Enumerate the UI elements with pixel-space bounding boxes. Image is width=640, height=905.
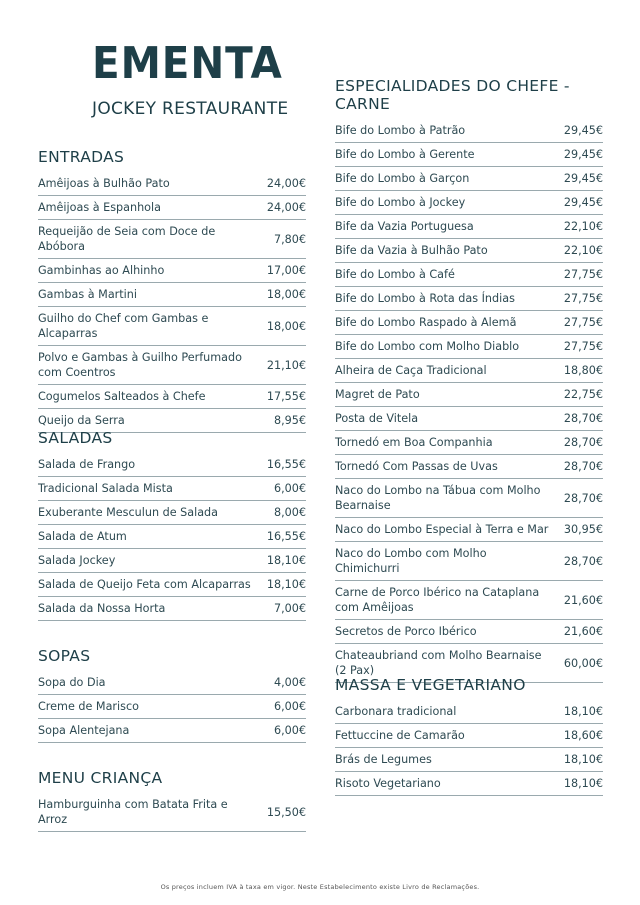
menu-item xyxy=(38,259,306,283)
item-price: 8,00€ xyxy=(273,506,306,519)
item-name: Gambinhas ao Alhinho xyxy=(38,264,165,277)
item-price: 18,80€ xyxy=(563,364,603,377)
item-name: Bife da Vazia Portuguesa xyxy=(335,220,474,233)
item-price: 29,45€ xyxy=(563,124,603,137)
item-price: 18,10€ xyxy=(563,705,603,718)
item-price: 18,10€ xyxy=(563,753,603,766)
section-especialidades-carne xyxy=(335,77,603,683)
item-name: Bife da Vazia à Bulhão Pato xyxy=(335,244,488,257)
restaurant-name: JOCKEY RESTAURANTE xyxy=(92,99,289,119)
item-price: 28,70€ xyxy=(563,436,603,449)
item-price: 29,45€ xyxy=(563,196,603,209)
item-price: 18,10€ xyxy=(563,777,603,790)
menu-item xyxy=(335,383,603,407)
menu-item xyxy=(335,239,603,263)
section-sopas xyxy=(38,647,306,743)
item-price: 30,95€ xyxy=(563,523,603,536)
section-title: ENTRADAS xyxy=(38,148,125,166)
item-name: Bife do Lombo com Molho Diablo xyxy=(335,340,520,353)
menu-item xyxy=(335,518,603,542)
menu-item xyxy=(38,220,306,259)
item-price: 22,10€ xyxy=(563,244,603,257)
menu-item xyxy=(335,581,603,620)
item-name: Cogumelos Salteados à Chefe xyxy=(38,390,206,403)
menu-item xyxy=(335,407,603,431)
section-title: MENU CRIANÇA xyxy=(38,769,163,787)
item-name: Salada Jockey xyxy=(38,554,116,567)
item-name: Salada de Frango xyxy=(38,458,136,471)
menu-item xyxy=(335,359,603,383)
section-menu-crianca xyxy=(38,769,306,832)
item-price: 28,70€ xyxy=(563,554,603,568)
section-massa-vegetariano xyxy=(335,676,603,796)
item-price: 24,00€ xyxy=(266,201,306,214)
menu-item xyxy=(335,700,603,724)
menu-item xyxy=(38,172,306,196)
item-name: Exuberante Mesculun de Salada xyxy=(38,506,219,519)
menu-item xyxy=(335,263,603,287)
item-name: Bife do Lombo à Patrão xyxy=(335,124,466,137)
item-price: 18,60€ xyxy=(563,729,603,742)
menu-title: EMENTA xyxy=(92,38,283,89)
item-price: 60,00€ xyxy=(563,656,603,670)
item-name: Bife do Lombo à Café xyxy=(335,268,455,281)
item-price: 22,10€ xyxy=(563,220,603,233)
menu-item xyxy=(335,143,603,167)
item-name: Posta de Vitela xyxy=(335,412,419,425)
item-name: Chateaubriand com Molho Bearnaise (2 Pax) xyxy=(335,649,542,677)
menu-item xyxy=(38,793,306,832)
item-price: 17,00€ xyxy=(266,264,306,277)
menu-item xyxy=(38,453,306,477)
item-name: Risoto Vegetariano xyxy=(335,777,441,790)
item-name: Salada da Nossa Horta xyxy=(38,602,166,615)
footer-note: Os preços incluem IVA à taxa em vigor. Neste Estabelecimento existe Livro de Reclamações. xyxy=(160,883,480,891)
item-price: 7,00€ xyxy=(273,602,306,615)
item-price: 16,55€ xyxy=(266,530,306,543)
item-name: Alheira de Caça Tradicional xyxy=(335,364,487,377)
menu-item xyxy=(335,335,603,359)
item-price: 29,45€ xyxy=(563,148,603,161)
item-name: Naco do Lombo Especial à Terra e Mar xyxy=(335,523,549,536)
section-title: SALADAS xyxy=(38,429,113,447)
item-price: 27,75€ xyxy=(563,268,603,281)
item-price: 24,00€ xyxy=(266,177,306,190)
item-name: Bife do Lombo Raspado à Alemã xyxy=(335,316,517,329)
menu-item xyxy=(335,748,603,772)
item-price: 22,75€ xyxy=(563,388,603,401)
menu-item xyxy=(335,479,603,518)
menu-item xyxy=(335,455,603,479)
item-name: Tradicional Salada Mista xyxy=(38,482,173,495)
item-name: Brás de Legumes xyxy=(335,753,432,766)
menu-item xyxy=(38,695,306,719)
item-name: Fettuccine de Camarão xyxy=(335,729,465,742)
menu-item xyxy=(38,385,306,409)
item-price: 6,00€ xyxy=(273,482,306,495)
section-entradas xyxy=(38,148,306,433)
item-name: Bife do Lombo à Jockey xyxy=(335,196,466,209)
menu-item xyxy=(38,283,306,307)
item-name: Salada de Atum xyxy=(38,530,127,543)
item-name: Tornedó Com Passas de Uvas xyxy=(335,460,498,473)
item-name: Naco do Lombo na Tábua com Molho Bearnaise xyxy=(335,484,541,512)
item-name: Bife do Lombo à Garçon xyxy=(335,172,470,185)
menu-item xyxy=(335,287,603,311)
item-price: 28,70€ xyxy=(563,460,603,473)
item-price: 6,00€ xyxy=(273,700,306,713)
item-name: Hamburguinha com Batata Frita e Arroz xyxy=(38,798,228,826)
item-price: 27,75€ xyxy=(563,316,603,329)
item-price: 28,70€ xyxy=(563,491,603,505)
item-name: Secretos de Porco Ibérico xyxy=(335,625,477,638)
item-price: 8,95€ xyxy=(273,414,306,427)
menu-item xyxy=(38,597,306,621)
item-name: Tornedó em Boa Companhia xyxy=(335,436,493,449)
item-name: Magret de Pato xyxy=(335,388,420,401)
item-name: Requeijão de Seia com Doce de Abóbora xyxy=(38,225,216,253)
menu-item xyxy=(38,346,306,385)
menu-item xyxy=(38,549,306,573)
menu-item xyxy=(335,772,603,796)
item-price: 15,50€ xyxy=(266,805,306,819)
item-price: 21,60€ xyxy=(563,625,603,638)
item-name: Bife do Lombo à Gerente xyxy=(335,148,475,161)
item-price: 28,70€ xyxy=(563,412,603,425)
menu-item xyxy=(335,191,603,215)
item-price: 16,55€ xyxy=(266,458,306,471)
item-price: 27,75€ xyxy=(563,340,603,353)
item-name: Creme de Marisco xyxy=(38,700,139,713)
menu-item xyxy=(38,501,306,525)
item-price: 18,10€ xyxy=(266,578,306,591)
item-price: 27,75€ xyxy=(563,292,603,305)
section-title: SOPAS xyxy=(38,647,91,665)
item-price: 18,10€ xyxy=(266,554,306,567)
item-price: 18,00€ xyxy=(266,288,306,301)
section-title: ESPECIALIDADES DO CHEFE - CARNE xyxy=(335,77,570,113)
item-price: 4,00€ xyxy=(273,676,306,689)
item-name: Guilho do Chef com Gambas e Alcaparras xyxy=(38,312,209,340)
menu-item xyxy=(335,542,603,581)
item-name: Amêijoas à Espanhola xyxy=(38,201,161,214)
menu-item xyxy=(335,431,603,455)
menu-item xyxy=(335,119,603,143)
menu-item xyxy=(38,307,306,346)
menu-item xyxy=(335,167,603,191)
item-price: 21,10€ xyxy=(266,358,306,372)
item-price: 17,55€ xyxy=(266,390,306,403)
menu-item xyxy=(335,620,603,644)
menu-item xyxy=(38,573,306,597)
menu-item xyxy=(38,196,306,220)
item-name: Carbonara tradicional xyxy=(335,705,457,718)
section-title: MASSA E VEGETARIANO xyxy=(335,676,526,694)
item-price: 18,00€ xyxy=(266,319,306,333)
item-name: Salada de Queijo Feta com Alcaparras xyxy=(38,578,251,591)
menu-item xyxy=(335,215,603,239)
section-saladas xyxy=(38,429,306,621)
item-price: 29,45€ xyxy=(563,172,603,185)
menu-item xyxy=(38,671,306,695)
menu-item xyxy=(38,719,306,743)
item-name: Polvo e Gambas à Guilho Perfumado com Coentros xyxy=(38,351,242,379)
menu-item xyxy=(335,724,603,748)
item-name: Carne de Porco Ibérico na Cataplana com Amêijoas xyxy=(335,586,540,614)
item-name: Naco do Lombo com Molho Chimichurri xyxy=(335,547,487,575)
item-name: Bife do Lombo à Rota das Índias xyxy=(335,292,515,305)
menu-item xyxy=(335,311,603,335)
item-price: 21,60€ xyxy=(563,593,603,607)
item-price: 7,80€ xyxy=(273,232,306,246)
menu-item xyxy=(38,477,306,501)
item-name: Sopa Alentejana xyxy=(38,724,130,737)
menu-item xyxy=(38,525,306,549)
item-name: Sopa do Dia xyxy=(38,676,106,689)
item-name: Amêijoas à Bulhão Pato xyxy=(38,177,170,190)
item-price: 6,00€ xyxy=(273,724,306,737)
item-name: Gambas à Martini xyxy=(38,288,137,301)
item-name: Queijo da Serra xyxy=(38,414,125,427)
